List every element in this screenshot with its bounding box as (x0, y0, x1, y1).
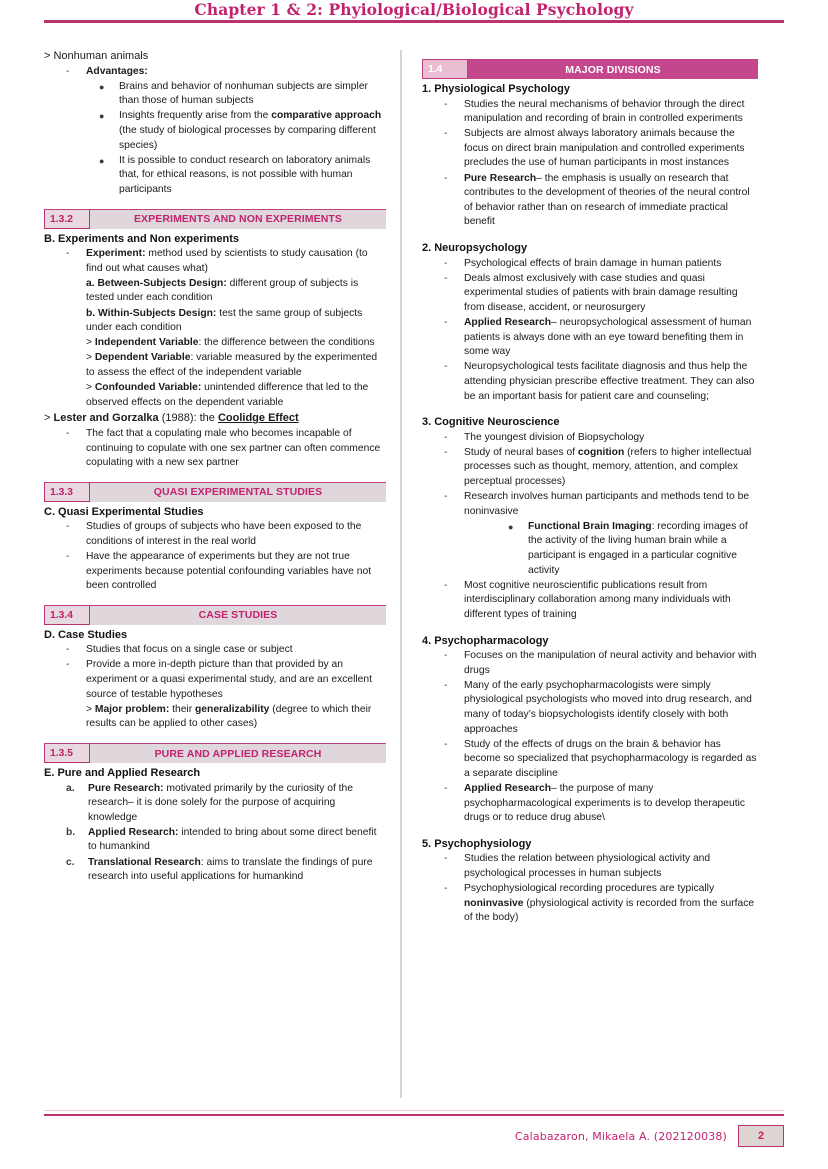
list-marker: - (444, 491, 448, 503)
list-item-text: It is possible to conduct research on laboratory animals that, for ethical reasons, is not possible with human participants (119, 154, 371, 195)
dash-list-item (44, 247, 386, 276)
list-marker: - (444, 650, 448, 662)
lettered-list-item (44, 782, 386, 826)
list-item-text: Many of the early psychopharmacologists were simply physiological psychologists who moved into drug research, and many of today’s biopsychologists identify closely with both approaches (464, 679, 752, 735)
list-item-text: Insights frequently arise from the comparative approach (the study of biological processes by comparing different species) (119, 110, 382, 151)
subsection-heading: 5. Psychophysiology (422, 837, 532, 850)
left-column (44, 48, 400, 1098)
list-item-text: Pure Research: motivated primarily by the curiosity of the research– it is done solely for the purpose of acquiring knowledge (88, 782, 353, 823)
list-item-text: The fact that a copulating male who becomes incapable of continuing to copulate with one sex partner can often commence copulating with a new sex partner (86, 427, 381, 469)
list-marker: - (444, 316, 448, 328)
list-marker: - (444, 172, 448, 184)
section-number: 1.3.5 (44, 744, 90, 763)
list-item-text: The youngest division of Biopsychology (464, 431, 645, 443)
subsection-heading: B. Experiments and Non experiments (44, 232, 239, 245)
list-marker: - (66, 248, 70, 260)
subsection-heading: 1. Physiological Psychology (422, 83, 570, 95)
continuation-text: > Major problem: their generalizability (degree to which their results can be applied to other cases) (86, 703, 372, 730)
list-item-text: Applied Research: intended to bring about some direct benefit to humankind (88, 826, 377, 853)
list-item-text: Functional Brain Imaging: recording images of the activity of the living human brain while a participant is engaged in a particular cognitive activity (528, 520, 748, 576)
list-marker: - (66, 551, 70, 563)
list-marker: - (66, 65, 70, 77)
list-item-text: Study of neural bases of cognition (refers to higher intellectual processes such as thought, memory, attention, and complex perceptual processes) (464, 446, 752, 487)
list-marker: - (444, 853, 448, 865)
dash-list-item (422, 257, 758, 272)
list-marker: - (66, 427, 70, 439)
list-item-text: Applied Research– the purpose of many psychopharmacological experiments is to develop therapeutic drugs or to reduce drug abuse\ (464, 783, 746, 824)
list-marker: - (444, 783, 448, 795)
section-number: 1.3.4 (44, 606, 90, 625)
list-marker: - (66, 644, 70, 656)
dash-list-item (422, 579, 758, 623)
dash-list-item (422, 172, 758, 230)
list-marker: - (444, 883, 448, 895)
section-header (44, 605, 386, 625)
page-footer (44, 1110, 784, 1147)
list-item-text: Most cognitive neuroscientific publications result from interdisciplinary collaboration among many individuals with different types of training (464, 579, 731, 620)
footer-rule-thin (44, 1110, 784, 1111)
list-marker: a. (66, 782, 75, 794)
list-item-text: Experiment: method used by scientists to study causation (to find out what causes what) (86, 248, 368, 274)
bullet-list-item (44, 80, 386, 109)
list-item-text: Provide a more in-depth picture than that provided by an experiment or a quasi experimental study, and are an excellent source of testable hypotheses (86, 659, 372, 700)
lettered-list-item (44, 826, 386, 855)
subsection-heading: E. Pure and Applied Research (44, 767, 201, 780)
section-label: MAJOR DIVISIONS (468, 60, 758, 79)
dash-list-item (422, 316, 758, 360)
page-number-box: 2 (738, 1125, 784, 1147)
section-number: 1.4 (422, 60, 468, 79)
list-item-text: Applied Research– neuropsychological assessment of human patients is always done with an eye toward benefiting them in some way (464, 316, 752, 358)
page-title-text: Chapter 1 & 2: Phyiological/Biological Psychology (184, 0, 643, 19)
list-item-text: Deals almost exclusively with case studies and quasi experimental studies of patients with brain damage resulting from disease, accident, or neurosurgery (464, 272, 738, 313)
list-item-text: Research involves human participants and methods tend to be noninvasive (464, 491, 750, 517)
list-marker: - (444, 128, 448, 140)
dash-list-item (44, 550, 386, 594)
section-header (44, 482, 386, 502)
list-marker: - (444, 738, 448, 750)
list-marker: ● (508, 521, 514, 532)
section-label: QUASI EXPERIMENTAL STUDIES (90, 483, 386, 502)
list-item-text: Studies that focus on a single case or subject (86, 644, 293, 656)
list-marker: - (444, 257, 448, 269)
subsection-heading: 3. Cognitive Neuroscience (422, 416, 560, 429)
section-label: PURE AND APPLIED RESEARCH (90, 744, 386, 763)
page-title (44, 0, 784, 19)
list-marker: - (66, 659, 70, 671)
list-item-text: Brains and behavior of nonhuman subjects are simpler than those of human subjects (119, 80, 368, 107)
section-number: 1.3.2 (44, 210, 90, 229)
list-item-text: Subjects are almost always laboratory animals because the focus on direct brain manipulation and controlled experiments precludes the use of human participants in most instances (464, 128, 745, 169)
dash-list-item (44, 427, 386, 471)
list-item-text: Studies the neural mechanisms of behavior through the direct manipulation and recording of brain in controlled experiments (464, 98, 745, 125)
list-marker: - (444, 98, 448, 110)
dash-list-item (44, 643, 386, 658)
section-header (422, 59, 758, 79)
footer-row (44, 1125, 784, 1147)
list-item-text: Psychophysiological recording procedures are typically noninvasive (physiological activity is recorded from the surface of the body) (464, 883, 755, 924)
list-marker: ● (99, 111, 105, 122)
list-item-text: Translational Research: aims to translate the findings of pure research into useful applications for humankind (88, 856, 373, 883)
list-item-text: Pure Research– the emphasis is usually on research that contributes to the development of theories of the neural control of behavior rather than on research of immediate practical benefit (464, 172, 750, 228)
dash-list-item (422, 782, 758, 826)
list-marker: - (444, 431, 448, 443)
dash-list-item (422, 127, 758, 171)
continuation-text: b. Within-Subjects Design: test the same group of subjects under each condition (86, 307, 363, 334)
list-marker: b. (66, 826, 76, 838)
dash-list-item (422, 738, 758, 782)
list-item-text: Study of the effects of drugs on the brain & behavior has become so specialized that psychopharmacology is regarded as a separate discipline (464, 738, 757, 779)
dash-list-item (422, 679, 758, 737)
list-item-text: Focuses on the manipulation of neural activity and behavior with drugs (464, 650, 757, 676)
list-marker: ● (99, 81, 105, 92)
dash-list-item (422, 272, 758, 316)
dash-list-item (422, 98, 758, 127)
list-marker: ● (99, 155, 105, 166)
section-header (44, 209, 386, 229)
dash-list-item (422, 490, 758, 519)
bullet-list-item (44, 109, 386, 153)
section-label: EXPERIMENTS AND NON EXPERIMENTS (90, 210, 386, 229)
top-level-item: > Nonhuman animals (44, 50, 149, 62)
list-item-text: Psychological effects of brain damage in human patients (464, 257, 722, 269)
subsection-heading: 4. Psychopharmacology (422, 634, 549, 647)
document-header (44, 0, 784, 46)
lettered-list-item (44, 856, 386, 885)
list-marker: - (444, 679, 448, 691)
two-column-body (44, 48, 784, 1098)
dash-list-item (44, 520, 386, 549)
subsection-heading: C. Quasi Experimental Studies (44, 505, 204, 518)
subsection-heading: D. Case Studies (44, 628, 128, 641)
dash-list-item (422, 649, 758, 678)
list-marker: - (444, 579, 448, 591)
continuation-text: > Confounded Variable: unintended difference that led to the observed effects on the dependent variable (86, 382, 369, 408)
author-credit: Calabazaron, Mikaela A. (202120038) (514, 1129, 727, 1143)
dash-list-item (44, 658, 386, 702)
list-marker: - (444, 361, 448, 373)
bullet-list-item (44, 154, 386, 198)
section-header (44, 743, 386, 763)
list-item-text: Neuropsychological tests facilitate diagnosis and thus help the attending physician prescribe effective treatment. They can also be an important basis for patient care and counseling; (464, 361, 755, 402)
dash-list-item (44, 65, 386, 80)
footer-rule-thick (44, 1114, 784, 1116)
list-item-text: Have the appearance of experiments but they are not true experiments because potential confounding variables have not been controlled (86, 551, 372, 592)
dash-list-item (422, 882, 758, 926)
list-item-text: Studies of groups of subjects who have been exposed to the conditions of interest in the real world (86, 521, 362, 547)
continuation-text: > Dependent Variable: variable measured by the experimented to assess the effect of the independent variable (86, 352, 378, 378)
list-item-text: Advantages: (86, 65, 148, 77)
dash-list-item (422, 431, 758, 446)
section-number: 1.3.3 (44, 483, 90, 502)
list-marker: - (444, 272, 448, 284)
list-item-text: Studies the relation between physiological activity and psychological processes in human subjects (464, 853, 711, 879)
subsection-heading: 2. Neuropsychology (422, 242, 528, 254)
list-marker: c. (66, 856, 75, 868)
continuation-text: > Independent Variable: the difference between the conditions (86, 337, 375, 349)
bullet-list-item (422, 520, 758, 578)
dash-list-item (422, 360, 758, 404)
list-marker: - (444, 446, 448, 458)
top-level-item: > Lester and Gorzalka (1988): the Coolidge Effect (44, 412, 299, 425)
title-rule-thick (44, 20, 784, 23)
continuation-text: a. Between-Subjects Design: different group of subjects is tested under each condition (86, 277, 359, 304)
section-label: CASE STUDIES (90, 606, 386, 625)
list-marker: - (66, 521, 70, 533)
dash-list-item (422, 852, 758, 881)
right-column (402, 48, 758, 1098)
dash-list-item (422, 446, 758, 490)
